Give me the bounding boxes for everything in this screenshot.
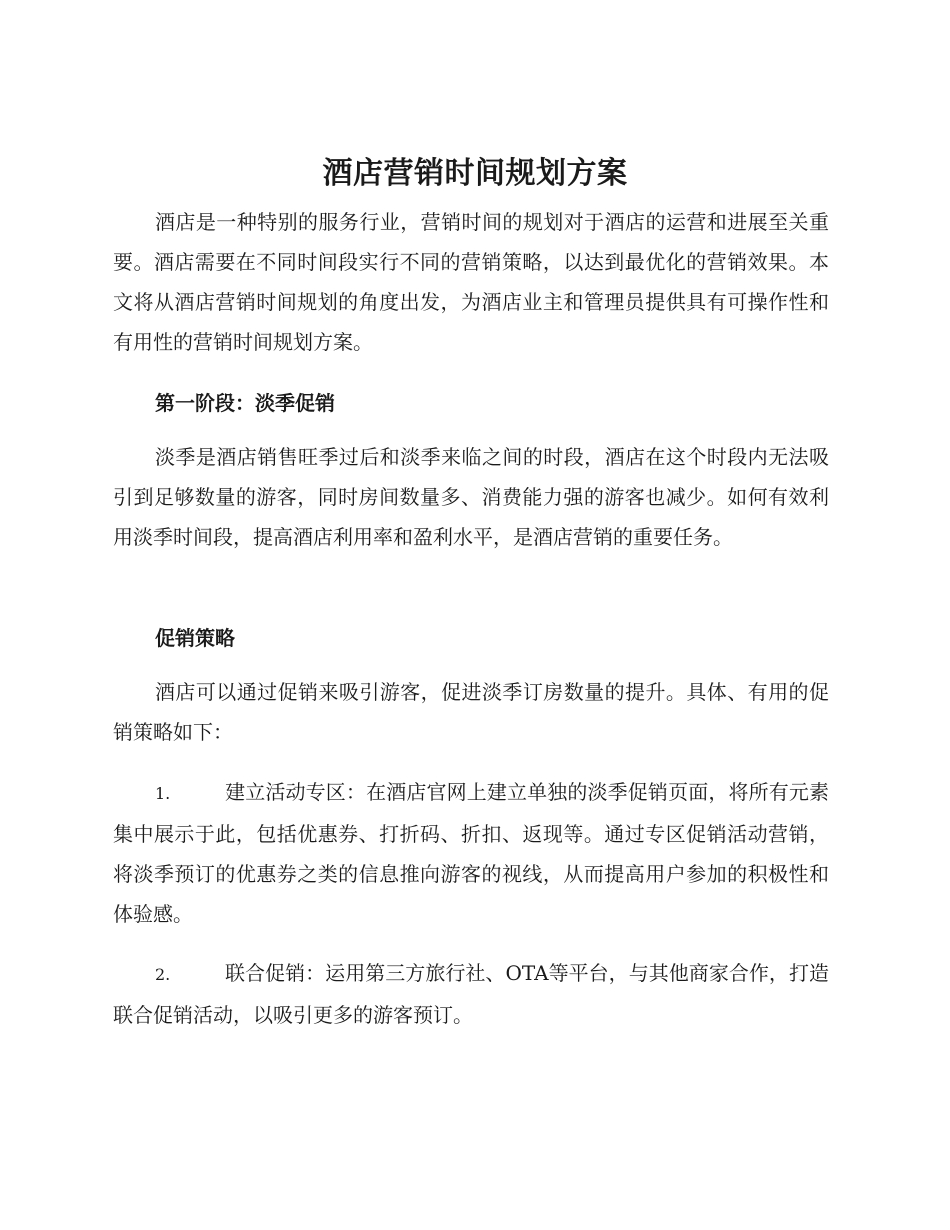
list-item-number: 1. <box>155 784 171 803</box>
subsection-heading-promotion: 促销策略 <box>155 626 235 650</box>
section-body-off-season: 淡季是酒店销售旺季过后和淡季来临之间的时段，酒店在这个时段内无法吸引到足够数量的游客，同时房间数量多、消费能力强的游客也减少。如何有效利用淡季时间段，提高酒店利用率和盈利水平，是酒店营销的重要任务。 <box>113 445 829 549</box>
subsection-body-promotion: 酒店可以通过促销来吸引游客，促进淡季订房数量的提升。具体、有用的促销策略如下： <box>113 680 829 744</box>
list-item <box>113 953 829 1035</box>
section-heading-off-season: 第一阶段：淡季促销 <box>155 391 335 415</box>
document-title: 酒店营销时间规划方案 <box>322 156 628 191</box>
list-item-text: 联合促销：运用第三方旅行社、OTA等平台，与其他商家合作，打造联合促销活动，以吸引更多的游客预订。 <box>113 961 829 1027</box>
list-item-text: 建立活动专区：在酒店官网上建立单独的淡季促销页面，将所有元素集中展示于此，包括优惠券、打折码、折扣、返现等。通过专区促销活动营销，将淡季预订的优惠券之类的信息推向游客的视线，从而提高用户参加的积极性和体验感。 <box>113 780 829 926</box>
intro-paragraph: 酒店是一种特别的服务行业，营销时间的规划对于酒店的运营和进展至关重要。酒店需要在不同时间段实行不同的营销策略，以达到最优化的营销效果。本文将从酒店营销时间规划的角度出发，为酒店业主和管理员提供具有可操作性和有用性的营销时间规划方案。 <box>113 210 829 354</box>
list-item <box>113 772 829 934</box>
list-item-number: 2. <box>155 965 171 984</box>
